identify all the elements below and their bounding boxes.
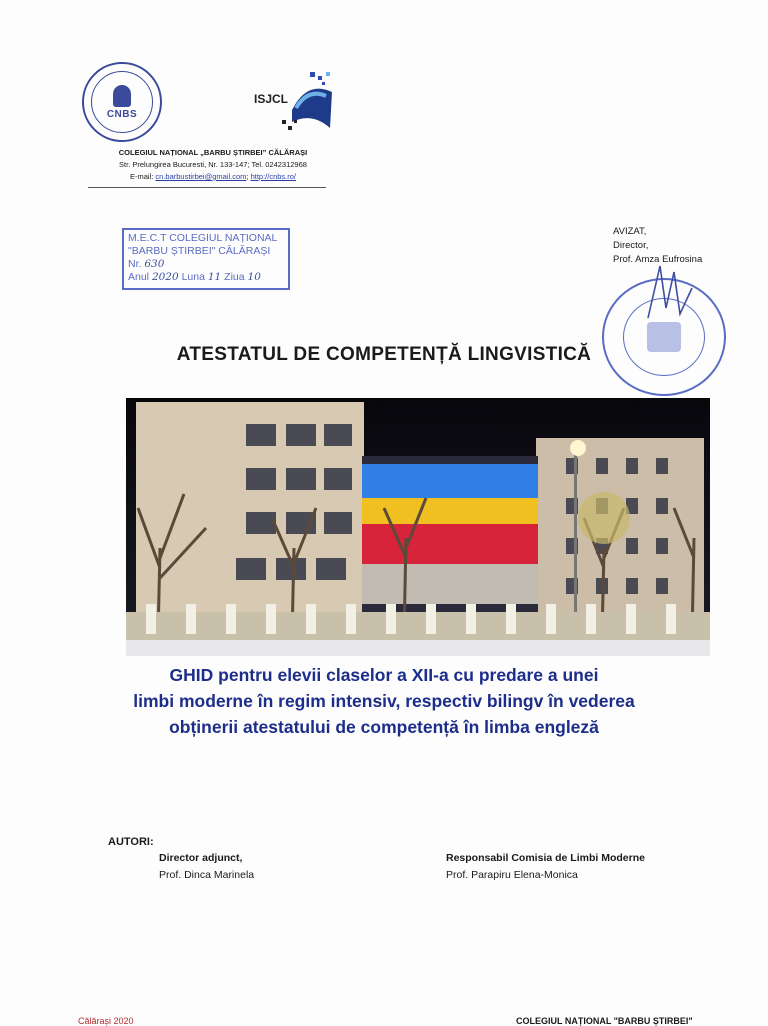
- registration-stamp: [122, 228, 290, 290]
- ziua-value: 10: [247, 271, 261, 283]
- stamp-line-3: [128, 258, 284, 271]
- email-link[interactable]: cn.barbustirbei@gmail.com: [155, 172, 247, 181]
- deputy-director-name: Prof. Dinca Marinela: [159, 869, 255, 881]
- school-address: Str. Prelungirea Bucuresti, Nr. 133-147; Tel. 0242312968: [119, 160, 307, 169]
- deputy-director-role: Director adjunct,: [159, 852, 243, 864]
- school-contact: E-mail: cn.barbustirbei@gmail.com; http://cnbs.ro/: [129, 172, 297, 181]
- header-divider: [88, 187, 326, 188]
- portrait-icon: [113, 85, 131, 107]
- school-building-photo: [126, 398, 710, 656]
- approval-line-2: Director,: [613, 240, 649, 251]
- luna-label: Luna: [181, 271, 205, 283]
- nr-value: 630: [144, 258, 165, 270]
- guide-description: [100, 662, 668, 740]
- authors-label: AUTORI:: [108, 836, 154, 848]
- anul-label: Anul: [128, 271, 150, 283]
- isj-logo: [252, 70, 342, 134]
- approval-line-1: AVIZAT,: [613, 226, 647, 237]
- footer-place-year: Călărași 2020: [78, 1016, 134, 1026]
- stamp-line-4: [128, 271, 284, 284]
- guide-line-1: GHID pentru elevii claselor a XII-a cu predare a unei: [169, 665, 599, 685]
- school-name: COLEGIUL NAȚIONAL „BARBU ȘTIRBEI” CĂLĂRAȘI: [118, 148, 308, 157]
- luna-value: 11: [207, 271, 222, 283]
- website-link[interactable]: http://cnbs.ro/: [250, 172, 297, 181]
- isj-label: ISJCL: [254, 92, 289, 106]
- stamp-line-2: "BARBU ȘTIRBEI" CĂLĂRAȘI: [128, 245, 271, 257]
- ziua-label: Ziua: [224, 271, 245, 283]
- stamp-line-1: M.E.C.T COLEGIUL NAȚIONAL: [128, 232, 278, 244]
- anul-value: 2020: [151, 271, 179, 283]
- footer-school-name: COLEGIUL NAȚIONAL "BARBU ȘTIRBEI": [516, 1016, 693, 1026]
- commission-head-role: Responsabil Comisia de Limbi Moderne: [446, 852, 645, 864]
- school-seal-logo: [82, 62, 162, 142]
- signature-icon: [640, 258, 700, 328]
- seal-text: CNBS: [106, 108, 138, 120]
- guide-line-2: limbi moderne în regim intensiv, respectiv bilingv în vederea: [133, 691, 635, 711]
- guide-line-3: obținerii atestatului de competență în limba engleză: [169, 717, 599, 737]
- document-title: ATESTATUL DE COMPETENȚĂ LINGVISTICĂ: [176, 344, 592, 365]
- email-label: E-mail:: [129, 172, 154, 181]
- commission-head-name: Prof. Parapiru Elena-Monica: [446, 869, 578, 881]
- nr-label: Nr.: [128, 258, 142, 270]
- approval-line-3: Prof. Amza Eufrosina: [613, 254, 703, 265]
